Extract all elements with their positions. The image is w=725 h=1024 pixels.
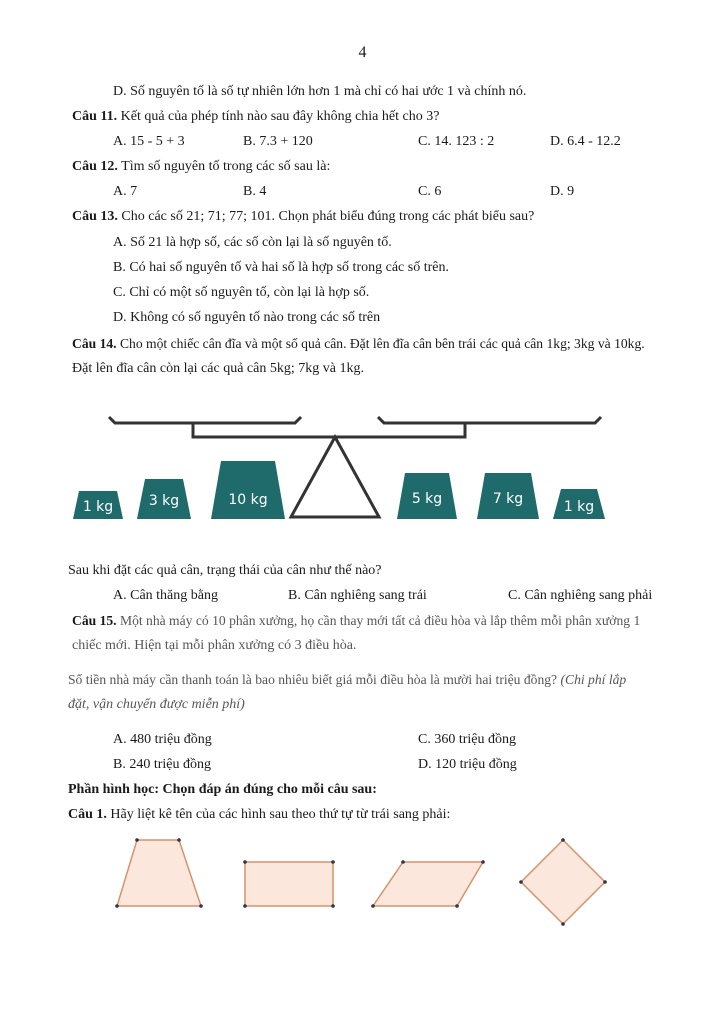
q14-question-line2: Đặt lên đĩa cân còn lại các quả cân 5kg; 7kg và 1kg. (72, 361, 364, 376)
q13-option-d: D. Không có số nguyên tố nào trong các số trên (113, 310, 381, 325)
q12-question (72, 158, 330, 176)
scale-beam (109, 417, 601, 437)
q15-option-b: B. 240 triệu đồng (113, 757, 211, 772)
q14-prompt: Sau khi đặt các quả cân, trạng thái của cân như thế nào? (68, 563, 382, 578)
geometry-q1-question (68, 806, 450, 824)
q15-option-c: C. 360 triệu đồng (418, 732, 516, 747)
q13-option-c: C. Chỉ có một số nguyên tố, còn lại là hợp số. (113, 285, 370, 300)
page-number: 4 (358, 44, 367, 61)
q15-label: Câu 15. (72, 613, 117, 628)
scale-fulcrum (291, 437, 379, 517)
geometry-q1-text: Hãy liệt kê tên của các hình sau theo thứ tự từ trái sang phải: (106, 807, 451, 822)
geometry-q1-label: Câu 1. (68, 807, 107, 822)
trapezoid-shape (117, 840, 201, 906)
q15-question (72, 612, 640, 630)
q12-text: Tìm số nguyên tố trong các số sau là: (117, 159, 331, 174)
q12-label: Câu 12. (72, 159, 118, 174)
shapes-figure (105, 830, 625, 940)
q14-option-b: B. Cân nghiêng sang trái (288, 588, 427, 603)
weight-7kg-label: 7 kg (492, 491, 524, 507)
q11-option-c: C. 14. 123 : 2 (418, 134, 495, 149)
q11-option-b: B. 7.3 + 120 (243, 134, 313, 149)
right-weights (397, 473, 605, 519)
q15-question-line2: chiếc mới. Hiện tại mỗi phân xưởng có 3 điều hòa. (72, 638, 357, 653)
weight-1kg-left-label: 1 kg (82, 499, 114, 515)
q12-option-d: D. 9 (550, 184, 575, 199)
weight-10kg (211, 461, 285, 519)
q11-option-a: A. 15 - 5 + 3 (113, 134, 185, 149)
q11-question (72, 108, 439, 126)
weight-3kg-label: 3 kg (148, 493, 180, 509)
q14-question (72, 335, 645, 353)
q11-label: Câu 11. (72, 109, 118, 124)
q11-option-d: D. 6.4 - 12.2 (550, 134, 621, 149)
q15-note: (Chi phí lắp (560, 672, 627, 687)
geometry-section-heading: Phần hình học: Chọn đáp án đúng cho mỗi câu sau: (68, 782, 377, 797)
q14-label: Câu 14. (72, 336, 117, 351)
q15-prompt-text: Số tiền nhà máy cần thanh toán là bao nhiêu biết giá mỗi điều hòa là mười hai triệu đồng? (68, 672, 561, 687)
q13-question (72, 208, 534, 226)
q15-option-d: D. 120 triệu đồng (418, 757, 517, 772)
q13-option-a: A. Số 21 là hợp số, các số còn lại là số nguyên tố. (113, 235, 392, 250)
q13-text: Cho các số 21; 71; 77; 101. Chọn phát biểu đúng trong các phát biểu sau? (117, 209, 535, 224)
q13-label: Câu 13. (72, 209, 118, 224)
weight-10kg-label: 10 kg (228, 492, 268, 508)
q15-option-a: A. 480 triệu đồng (113, 732, 212, 747)
rectangle-shape (245, 862, 333, 906)
weight-5kg-label: 5 kg (411, 491, 443, 507)
q14-option-c: C. Cân nghiêng sang phải (508, 588, 653, 603)
q13-option-b: B. Có hai số nguyên tố và hai số là hợp số trong các số trên. (113, 260, 449, 275)
left-weights (73, 461, 285, 519)
q12-option-b: B. 4 (243, 184, 267, 199)
balance-scale-figure (65, 405, 610, 525)
q12-option-c: C. 6 (418, 184, 442, 199)
q10-option-d: D. Số nguyên tố là số tự nhiên lớn hơn 1 mà chỉ có hai ước 1 và chính nó. (113, 84, 527, 99)
q12-option-a: A. 7 (113, 184, 138, 199)
q15-text: Một nhà máy có 10 phân xưởng, họ cần thay mới tất cả điều hòa và lắp thêm mỗi phân xưởng 1 (116, 613, 641, 628)
q15-note-line2 (68, 696, 245, 714)
q14-option-a: A. Cân thăng bằng (113, 588, 218, 603)
rhombus-shape (521, 840, 605, 924)
weight-1kg-right-label: 1 kg (563, 499, 595, 515)
q11-text: Kết quả của phép tính nào sau đây không chia hết cho 3? (117, 109, 440, 124)
parallelogram-shape (373, 862, 483, 906)
q14-text: Cho một chiếc cân đĩa và một số quả cân. Đặt lên đĩa cân bên trái các quả cân 1kg; 3kg và 10kg. (116, 336, 645, 351)
q15-note-text: đặt, vận chuyển được miễn phí) (68, 697, 245, 712)
q15-prompt (68, 671, 626, 689)
